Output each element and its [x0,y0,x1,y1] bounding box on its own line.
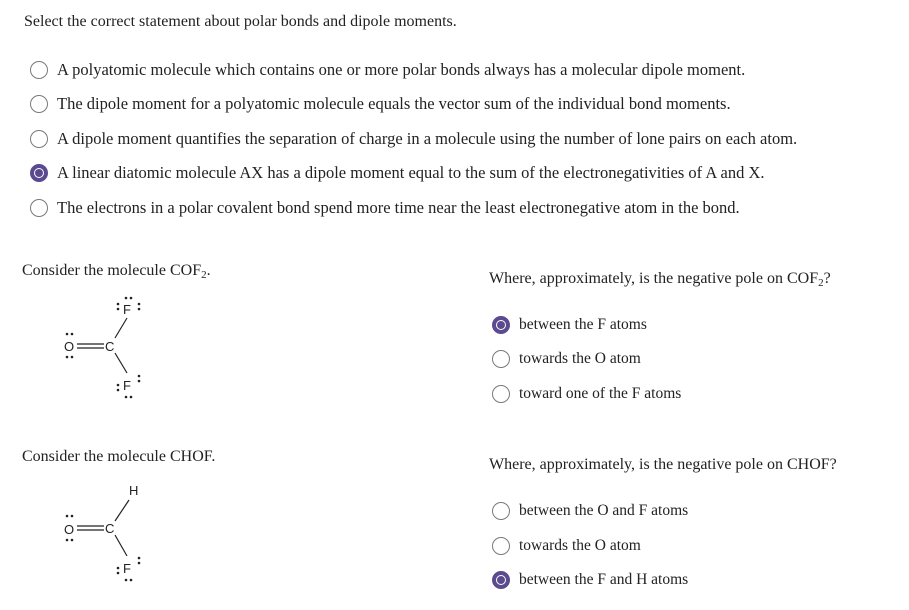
q3-consider-text: Consider the molecule CHOF. [22,448,216,465]
q3-option-2[interactable] [492,537,641,555]
q1-option-1-radio[interactable] [30,61,48,79]
cof2-f-bottom-atom: F [123,378,131,393]
q3-prompt: Where, approximately, is the negative pole on CHOF? [489,456,837,473]
q3-option-2-radio[interactable] [492,537,510,555]
chof-o-atom: O [64,522,75,537]
q3-option-3[interactable] [492,571,688,589]
cof2-f-top-atom: F [123,302,131,317]
cof2-structure [55,290,165,405]
q2-option-2-radio[interactable] [492,350,510,368]
q3-option-2-label: towards the O atom [519,537,641,554]
q2-option-1-label: between the F atoms [519,316,647,333]
q2-option-3-radio[interactable] [492,385,510,403]
chof-structure [55,478,165,593]
q1-option-1-label: A polyatomic molecule which contains one or more polar bonds always has a molecular dipole moment. [57,60,746,79]
cof2-o-atom: O [64,339,75,354]
q3-option-1[interactable] [492,502,688,520]
q3-option-3-label: between the F and H atoms [519,571,689,588]
q1-option-5-label: The electrons in a polar covalent bond spend more time near the least electronegative atom in the bond. [57,198,740,217]
q1-option-3-radio[interactable] [30,130,48,148]
q1-option-3-label: A dipole moment quantifies the separation of charge in a molecule using the number of lone pairs on each atom. [57,129,798,148]
q2-prompt: Where, approximately, is the negative pole on $COF_2$? [489,270,831,289]
q1-option-4-radio[interactable] [30,164,48,182]
q2-option-1-radio[interactable] [492,316,510,334]
chof-c-atom: C [105,521,115,536]
q1-option-5-radio[interactable] [30,199,48,217]
question1-prompt: Select the correct statement about polar bonds and dipole moments. [24,13,457,30]
q1-option-1[interactable] [30,60,745,80]
q3-option-3-radio[interactable] [492,571,510,589]
q1-option-2-radio[interactable] [30,95,48,113]
q2-consider-text: Consider the molecule $COF_2$. [22,262,211,281]
q2-option-3[interactable] [492,385,681,403]
q2-option-1[interactable] [492,316,647,334]
q1-option-2[interactable] [30,94,731,114]
q1-option-5[interactable] [30,198,740,218]
q1-option-4-label: A linear diatomic molecule AX has a dipole moment equal to the sum of the electronegativities of A and X. [57,163,765,182]
q2-option-2[interactable] [492,350,641,368]
q1-option-2-label: The dipole moment for a polyatomic molecule equals the vector sum of the individual bond moments. [57,94,731,113]
cof2-c-atom: C [105,339,115,354]
chof-h-atom: H [129,483,139,498]
q1-option-3[interactable] [30,129,797,149]
q1-option-4[interactable] [30,163,765,183]
q2-option-3-label: toward one of the F atoms [519,385,682,402]
q3-option-1-radio[interactable] [492,502,510,520]
q2-option-2-label: towards the O atom [519,350,641,367]
q3-option-1-label: between the O and F atoms [519,502,689,519]
chof-f-atom: F [123,561,131,576]
